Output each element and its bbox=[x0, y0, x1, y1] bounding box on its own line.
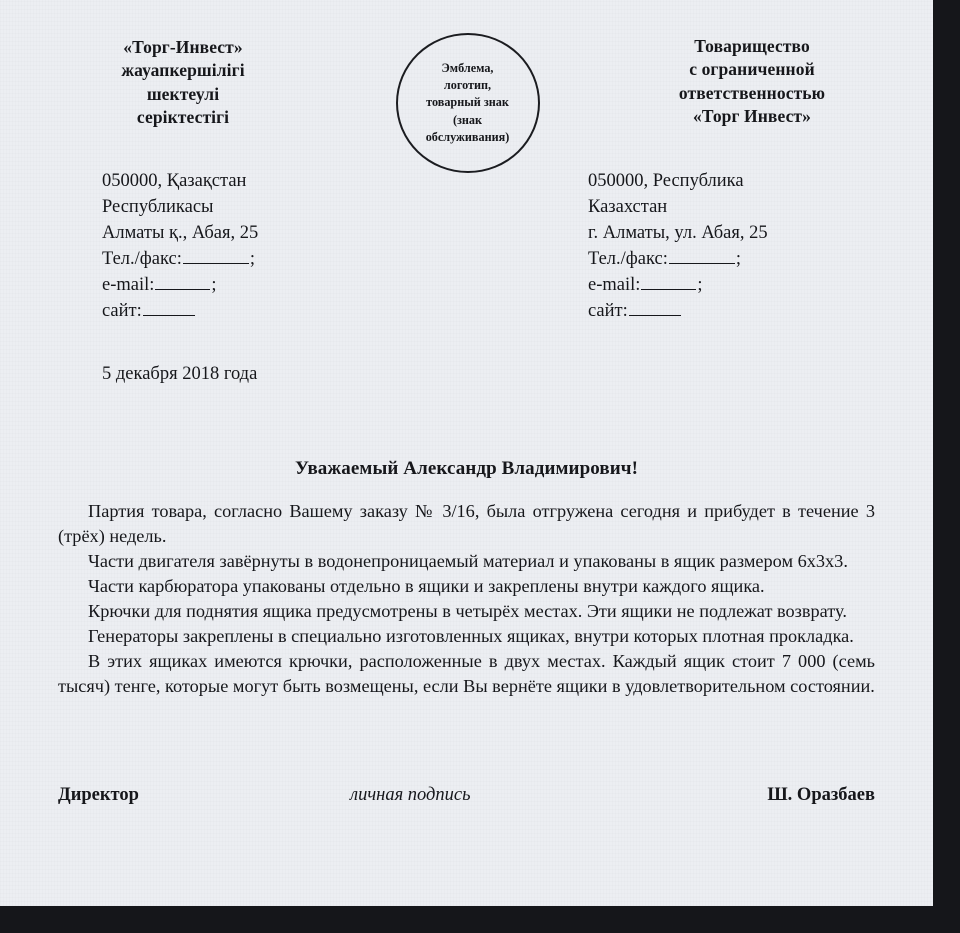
phone-blank-kazakh bbox=[183, 249, 249, 264]
phone-label-russian: Тел./факс: bbox=[588, 248, 668, 269]
address-kazakh-phone bbox=[102, 247, 378, 273]
address-block-russian bbox=[557, 169, 877, 325]
email-blank-russian bbox=[641, 275, 696, 290]
email-label-kazakh: e-mail: bbox=[102, 274, 155, 295]
emblem-line-5: обслуживания) bbox=[425, 129, 510, 144]
signature-placeholder-note: личная подпись bbox=[350, 785, 471, 806]
email-semicolon-kazakh: ; bbox=[211, 274, 217, 295]
emblem-line-3: товарный знак bbox=[426, 95, 509, 110]
org-kazakh-line-3: шектеулі bbox=[146, 83, 220, 104]
body-paragraph: Партия товара, согласно Вашему заказу № 3/16, была отгружена сегодня и прибудет в течение 3 (трёх) недель. bbox=[58, 500, 875, 546]
org-russian-line-2: с ограниченной bbox=[689, 59, 815, 80]
emblem-line-4: (знак bbox=[452, 112, 483, 127]
signatory-name: Ш. Оразбаев bbox=[767, 785, 875, 806]
phone-blank-russian bbox=[669, 249, 735, 264]
body-paragraph: Крючки для поднятия ящика предусмотрены в четырёх местах. Эти ящики не подлежат возврату. bbox=[88, 601, 847, 622]
site-blank-russian bbox=[629, 301, 681, 316]
phone-label-kazakh: Тел./факс: bbox=[102, 248, 182, 269]
emblem-line-1: Эмблема, bbox=[441, 60, 494, 75]
email-semicolon-russian: ; bbox=[697, 274, 703, 295]
address-kazakh-line-3: Алматы қ., Абая, 25 bbox=[102, 222, 259, 243]
letter-body bbox=[0, 499, 933, 700]
org-russian-line-1: Товарищество bbox=[694, 36, 810, 56]
emblem-placeholder-icon bbox=[396, 33, 540, 173]
address-kazakh-email bbox=[102, 273, 378, 299]
email-blank-kazakh bbox=[155, 275, 210, 290]
org-kazakh-line-4: серіктестігі bbox=[136, 107, 230, 128]
organization-name-kazakh bbox=[58, 28, 308, 130]
letter-date: 5 декабря 2018 года bbox=[102, 363, 258, 384]
address-russian-phone bbox=[588, 247, 877, 273]
email-label-russian: e-mail: bbox=[588, 274, 641, 295]
address-kazakh-line-1: 050000, Қазақстан bbox=[102, 171, 247, 191]
signature-block bbox=[0, 785, 933, 806]
body-paragraph: Части карбюратора упакованы отдельно в ящики и закреплены внутри каждого ящика. bbox=[88, 576, 765, 597]
org-kazakh-line-1: «Торг-Инвест» bbox=[123, 37, 243, 57]
phone-semicolon-russian: ; bbox=[735, 248, 742, 269]
signatory-title: Директор bbox=[58, 785, 139, 806]
org-russian-line-4: «Торг Инвест» bbox=[693, 106, 811, 127]
org-kazakh-line-2: жауапкершілігі bbox=[121, 60, 245, 81]
body-paragraph: В этих ящиках имеются крючки, расположенные в двух местах. Каждый ящик стоит 7 000 (семь тысяч) тенге, которые могут быть возмещены, если Вы вернёте ящики в удовлетворительном состоянии. bbox=[58, 651, 875, 697]
site-label-russian: сайт: bbox=[588, 300, 628, 321]
site-label-kazakh: сайт: bbox=[102, 300, 142, 321]
address-russian-email bbox=[588, 273, 877, 299]
address-kazakh-line-2: Республикасы bbox=[102, 196, 214, 217]
body-paragraph: Генераторы закреплены в специально изготовленных ящиках, внутри которых плотная прокладка. bbox=[88, 626, 854, 647]
address-blocks bbox=[0, 169, 933, 325]
address-russian-line-1: 050000, Республика bbox=[588, 171, 744, 191]
org-russian-line-3: ответственностью bbox=[678, 82, 826, 103]
organization-name-russian bbox=[627, 28, 877, 129]
address-block-kazakh bbox=[58, 169, 378, 325]
salutation: Уважаемый Александр Владимирович! bbox=[294, 457, 639, 479]
phone-semicolon-kazakh: ; bbox=[249, 248, 256, 269]
address-russian-line-3: г. Алматы, ул. Абая, 25 bbox=[588, 222, 768, 243]
letterhead bbox=[0, 0, 933, 175]
emblem-line-2: логотип, bbox=[443, 78, 492, 92]
address-russian-line-2: Казахстан bbox=[588, 196, 668, 217]
address-russian-site bbox=[588, 299, 877, 325]
site-blank-kazakh bbox=[143, 301, 195, 316]
body-paragraph: Части двигателя завёрнуты в водонепроницаемый материал и упакованы в ящик размером 6х3х3. bbox=[88, 551, 848, 572]
address-kazakh-site bbox=[102, 299, 378, 325]
